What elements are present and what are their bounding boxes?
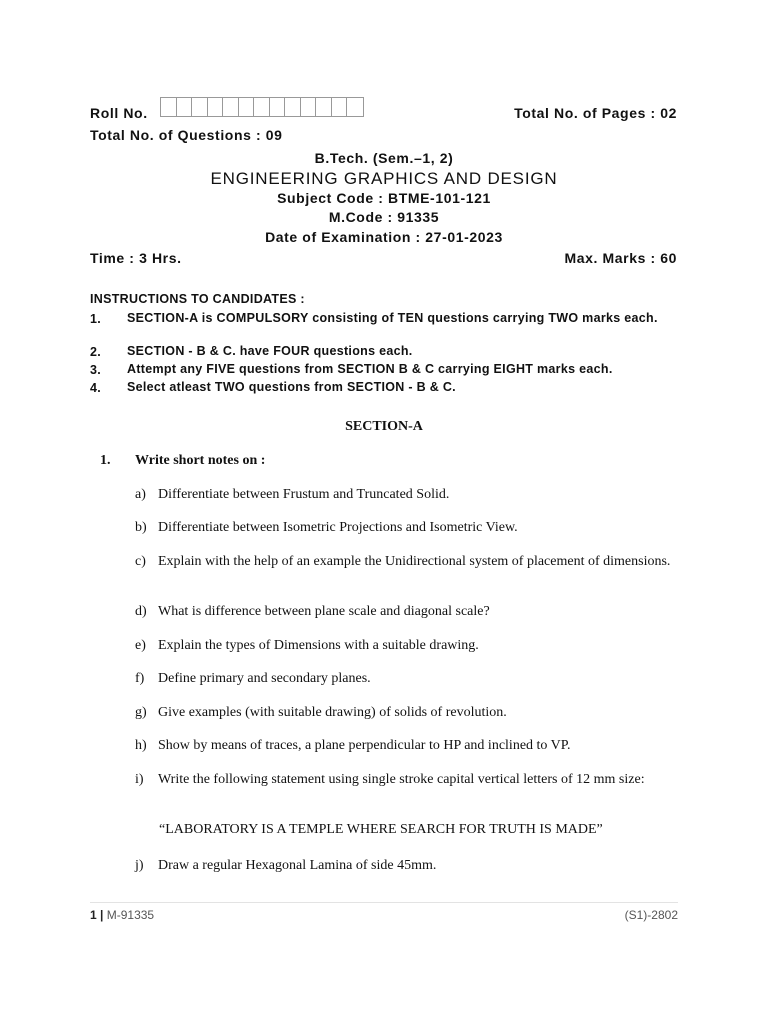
question-label: j) <box>135 858 144 873</box>
question-text: Define primary and secondary planes. <box>158 671 371 686</box>
question-label: g) <box>135 705 147 720</box>
question-label: h) <box>135 738 147 753</box>
question-item <box>135 553 680 589</box>
question-heading: Write short notes on : <box>135 453 266 468</box>
instruction-text: SECTION - B & C. have FOUR questions each. <box>127 344 413 358</box>
total-pages: Total No. of Pages : 02 <box>514 105 677 121</box>
instruction-number: 4. <box>90 381 102 395</box>
question-label: i) <box>135 772 144 787</box>
footer-left <box>90 908 154 922</box>
question-item <box>135 670 680 690</box>
question-item <box>135 519 680 539</box>
question-text: Explain the types of Dimensions with a suitable drawing. <box>158 638 479 653</box>
question-item <box>135 603 680 623</box>
footer-divider <box>90 902 678 903</box>
footer-code-left: M-91335 <box>106 908 155 922</box>
quote-statement: “LABORATORY IS A TEMPLE WHERE SEARCH FOR TRUTH IS MADE” <box>159 822 603 837</box>
question-text: Draw a regular Hexagonal Lamina of side 45mm. <box>158 858 437 873</box>
max-marks: Max. Marks : 60 <box>564 250 677 266</box>
question-text: Differentiate between Frustum and Truncated Solid. <box>158 487 450 502</box>
question-text: Differentiate between Isometric Projections and Isometric View. <box>158 520 518 535</box>
instructions-heading: INSTRUCTIONS TO CANDIDATES : <box>90 292 305 306</box>
instruction-text: Select atleast TWO questions from SECTION - B & C. <box>127 380 456 394</box>
footer-separator: | <box>100 908 104 922</box>
instruction-number: 2. <box>90 345 102 359</box>
exam-date: Date of Examination : 27-01-2023 <box>265 229 503 245</box>
question-item <box>135 857 680 877</box>
instructions-list <box>90 311 680 395</box>
instruction-number: 3. <box>90 363 102 377</box>
total-questions: Total No. of Questions : 09 <box>90 127 283 143</box>
question-label: c) <box>135 554 146 569</box>
question-item <box>135 704 680 724</box>
course: B.Tech. (Sem.–1, 2) <box>314 150 454 166</box>
page-title: ENGINEERING GRAPHICS AND DESIGN <box>210 169 558 188</box>
question-label: e) <box>135 638 146 653</box>
question-text: Show by means of traces, a plane perpendicular to HP and inclined to VP. <box>158 738 571 753</box>
question-number: 1. <box>100 453 111 468</box>
footer-code-right: (S1)-2802 <box>624 908 678 922</box>
instruction-number: 1. <box>90 312 102 326</box>
page-number: 1 <box>90 908 97 922</box>
question-text: Give examples (with suitable drawing) of solids of revolution. <box>158 705 507 720</box>
roll-no-boxes[interactable] <box>160 97 364 117</box>
question-text: Explain with the help of an example the Unidirectional system of placement of dimensions. <box>158 554 671 569</box>
question-label: d) <box>135 604 147 619</box>
question-label: b) <box>135 520 147 535</box>
m-code: M.Code : 91335 <box>328 209 440 225</box>
question-label: a) <box>135 487 146 502</box>
question-item <box>135 737 680 757</box>
roll-no-label: Roll No. <box>90 105 148 121</box>
instruction-text: SECTION-A is COMPULSORY consisting of TEN questions carrying TWO marks each. <box>127 311 658 325</box>
question-item <box>135 771 680 807</box>
instruction-text: Attempt any FIVE questions from SECTION B & C carrying EIGHT marks each. <box>127 362 613 376</box>
question-text: What is difference between plane scale and diagonal scale? <box>158 604 490 619</box>
subject-code: Subject Code : BTME-101-121 <box>277 190 491 206</box>
question-label: f) <box>135 671 145 686</box>
question-text: Write the following statement using single stroke capital vertical letters of 12 mm size: <box>158 772 645 787</box>
question-item <box>135 637 680 657</box>
section-title: SECTION-A <box>345 419 423 434</box>
time: Time : 3 Hrs. <box>90 250 182 266</box>
question-item <box>135 486 680 506</box>
